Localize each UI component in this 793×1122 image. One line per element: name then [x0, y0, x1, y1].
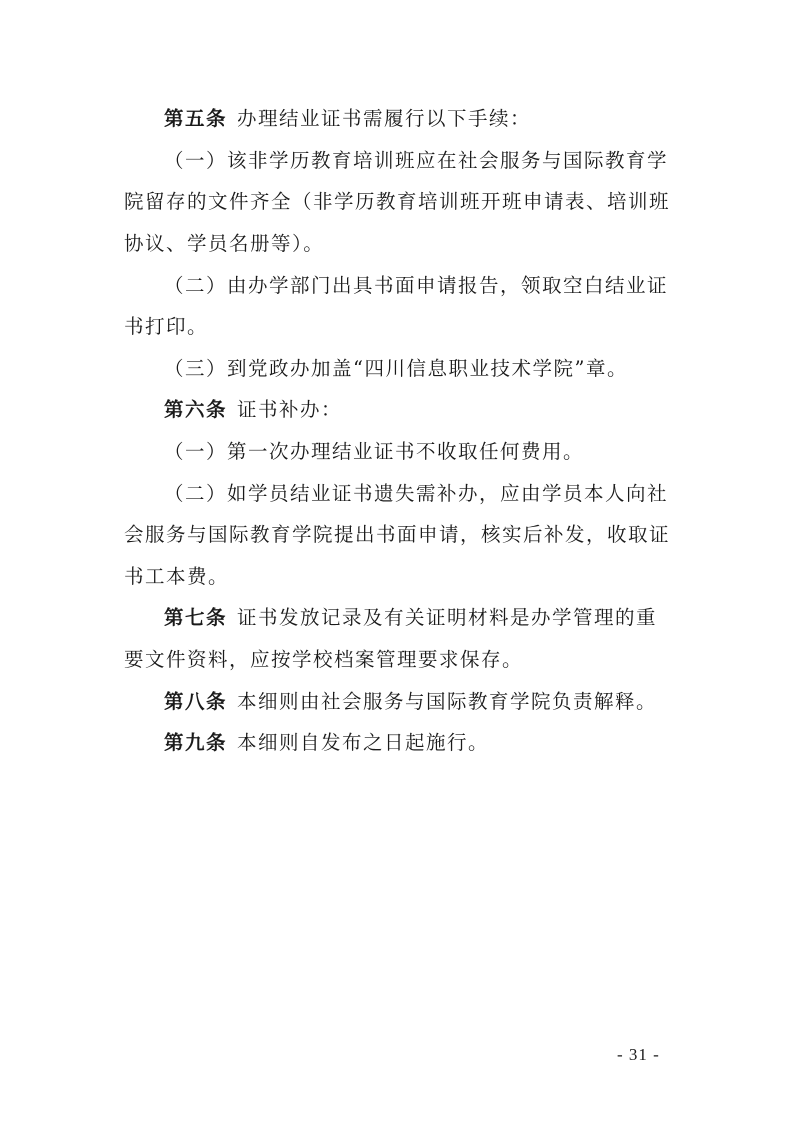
- article-5-item-1-line-2: 院留存的文件齐全（非学历教育培训班开班申请表、培训班: [124, 190, 671, 213]
- article-7-line-2: 要文件资料，应按学校档案管理要求保存。: [124, 648, 524, 671]
- article-6-label: 第六条: [164, 398, 228, 421]
- article-7-line-1: [164, 606, 657, 630]
- article-5-item-1-line-1: （一）该非学历教育培训班应在社会服务与国际教育学: [164, 149, 669, 172]
- article-5-heading-line: [164, 107, 531, 131]
- article-8-text: 本细则由社会服务与国际教育学院负责解释。: [237, 690, 658, 713]
- article-8-label: 第八条: [164, 690, 228, 713]
- article-9-line-1: [164, 731, 489, 755]
- article-9-label: 第九条: [164, 731, 228, 754]
- article-5-item-3-line-1: （三）到党政办加盖“四川信息职业技术学院”章。: [164, 357, 628, 380]
- page-number: - 31 -: [617, 1045, 660, 1064]
- article-5-item-1-line-3: 协议、学员名册等）。: [124, 232, 325, 255]
- article-5-intro: 办理结业证书需履行以下手续：: [237, 107, 532, 130]
- article-7-text-1: 证书发放记录及有关证明材料是办学管理的重: [237, 606, 658, 629]
- article-5-item-2-line-2: 书打印。: [124, 315, 209, 338]
- article-7-label: 第七条: [164, 606, 228, 629]
- article-6-heading-line: [164, 398, 342, 422]
- article-6-intro: 证书补办：: [237, 398, 343, 421]
- article-8-line-1: [164, 690, 657, 714]
- article-6-item-2-line-1: （二）如学员结业证书遗失需补办，应由学员本人向社: [164, 482, 669, 505]
- article-5-item-2-line-1: （二）由办学部门出具书面申请报告，领取空白结业证: [164, 274, 669, 297]
- article-6-item-1-line-1: （一）第一次办理结业证书不收取任何费用。: [164, 440, 585, 463]
- article-9-text: 本细则自发布之日起施行。: [237, 731, 490, 754]
- article-5-label: 第五条: [164, 107, 228, 130]
- article-6-item-2-line-2: 会服务与国际教育学院提出书面申请，核实后补发，收取证: [124, 523, 671, 546]
- article-6-item-2-line-3: 书工本费。: [124, 565, 230, 588]
